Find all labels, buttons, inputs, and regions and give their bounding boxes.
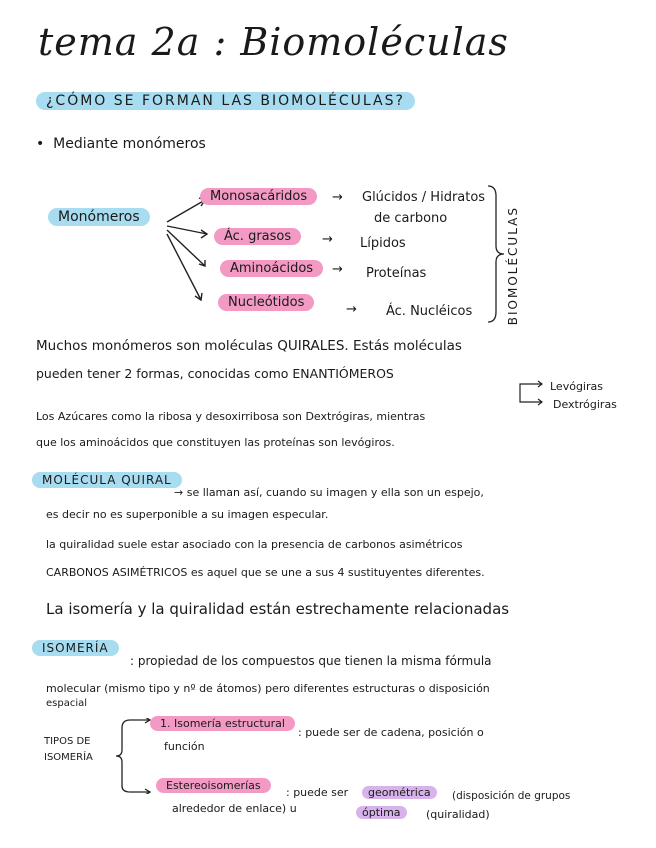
monomer-label: Aminoácidos — [220, 260, 323, 277]
type-description: : puede ser — [286, 786, 349, 799]
arrow-icon: → — [332, 190, 343, 205]
section-heading: ¿CÓMO SE FORMAN LAS BIOMOLÉCULAS? — [36, 92, 415, 110]
bullet-item — [36, 136, 206, 152]
monomer-label: Monosacáridos — [200, 188, 317, 205]
page-title: tema 2a : Biomoléculas — [38, 20, 509, 64]
product-label: Proteínas — [366, 266, 427, 281]
paragraph-line: que los aminoácidos que constituyen las proteínas son levógiros. — [36, 436, 395, 449]
tipos-label: ISOMERÍA — [44, 752, 93, 763]
definition-line: es decir no es superponible a su imagen especular. — [46, 508, 329, 521]
branch-label: Levógiras — [550, 380, 603, 393]
tipos-label: TIPOS DE — [44, 736, 91, 747]
paragraph-line: Los Azúcares como la ribosa y desoxirribosa son Dextrógiras, mientras — [36, 410, 426, 423]
type-description: (disposición de grupos — [452, 790, 571, 802]
bullet-dot: • — [36, 136, 54, 152]
term-highlight: óptima — [356, 806, 407, 819]
monomer-label: Ác. grasos — [214, 228, 301, 245]
definition-line: molecular (mismo tipo y nº de átomos) pero diferentes estructuras o disposición — [46, 682, 490, 695]
definition-line: espacial — [46, 698, 88, 709]
term-highlight: ISOMERÍA — [32, 640, 119, 656]
product-label: Lípidos — [360, 236, 406, 251]
product-label: de carbono — [374, 211, 448, 226]
tipos-brace — [112, 718, 158, 794]
group-label: BIOMOLÉCULAS — [506, 206, 520, 326]
diagram-root: Monómeros — [48, 208, 150, 226]
group-brace — [486, 184, 506, 324]
split-arrow-icon — [518, 380, 548, 408]
term-highlight: geométrica — [362, 786, 437, 799]
type-label: 1. Isomería estructural — [150, 716, 295, 731]
term-highlight: MOLÉCULA QUIRAL — [32, 472, 182, 488]
arrow-icon: → — [322, 232, 333, 247]
branch-label: Dextrógiras — [553, 398, 617, 411]
paragraph-line: CARBONOS ASIMÉTRICOS es aquel que se une a sus 4 sustituyentes diferentes. — [46, 566, 485, 579]
type-description: función — [164, 740, 205, 753]
definition-line: → se llaman así, cuando su imagen y ella son un espejo, — [174, 486, 484, 499]
paragraph-line: La isomería y la quiralidad están estrechamente relacionadas — [46, 600, 510, 618]
product-label: Ác. Nucléicos — [386, 304, 473, 319]
definition-line: : propiedad de los compuestos que tienen la misma fórmula — [130, 654, 492, 668]
arrow-icon: → — [346, 302, 357, 317]
bullet-text: Mediante monómeros — [53, 136, 206, 152]
type-label: Estereoisomerías — [156, 778, 271, 793]
paragraph-line: Muchos monómeros son moléculas QUIRALES. Estás moléculas — [36, 338, 462, 354]
type-description: : puede ser de cadena, posición o — [298, 726, 484, 739]
diagram-branch-arrows — [165, 190, 215, 310]
type-description: alrededor de enlace) u — [172, 802, 297, 815]
monomer-label: Nucleótidos — [218, 294, 314, 311]
type-description: (quiralidad) — [426, 808, 490, 821]
paragraph-line: pueden tener 2 formas, conocidas como ENANTIÓMEROS — [36, 366, 394, 381]
product-label: Glúcidos / Hidratos — [362, 190, 486, 205]
paragraph-line: la quiralidad suele estar asociado con la presencia de carbonos asimétricos — [46, 538, 463, 551]
arrow-icon: → — [332, 262, 343, 277]
